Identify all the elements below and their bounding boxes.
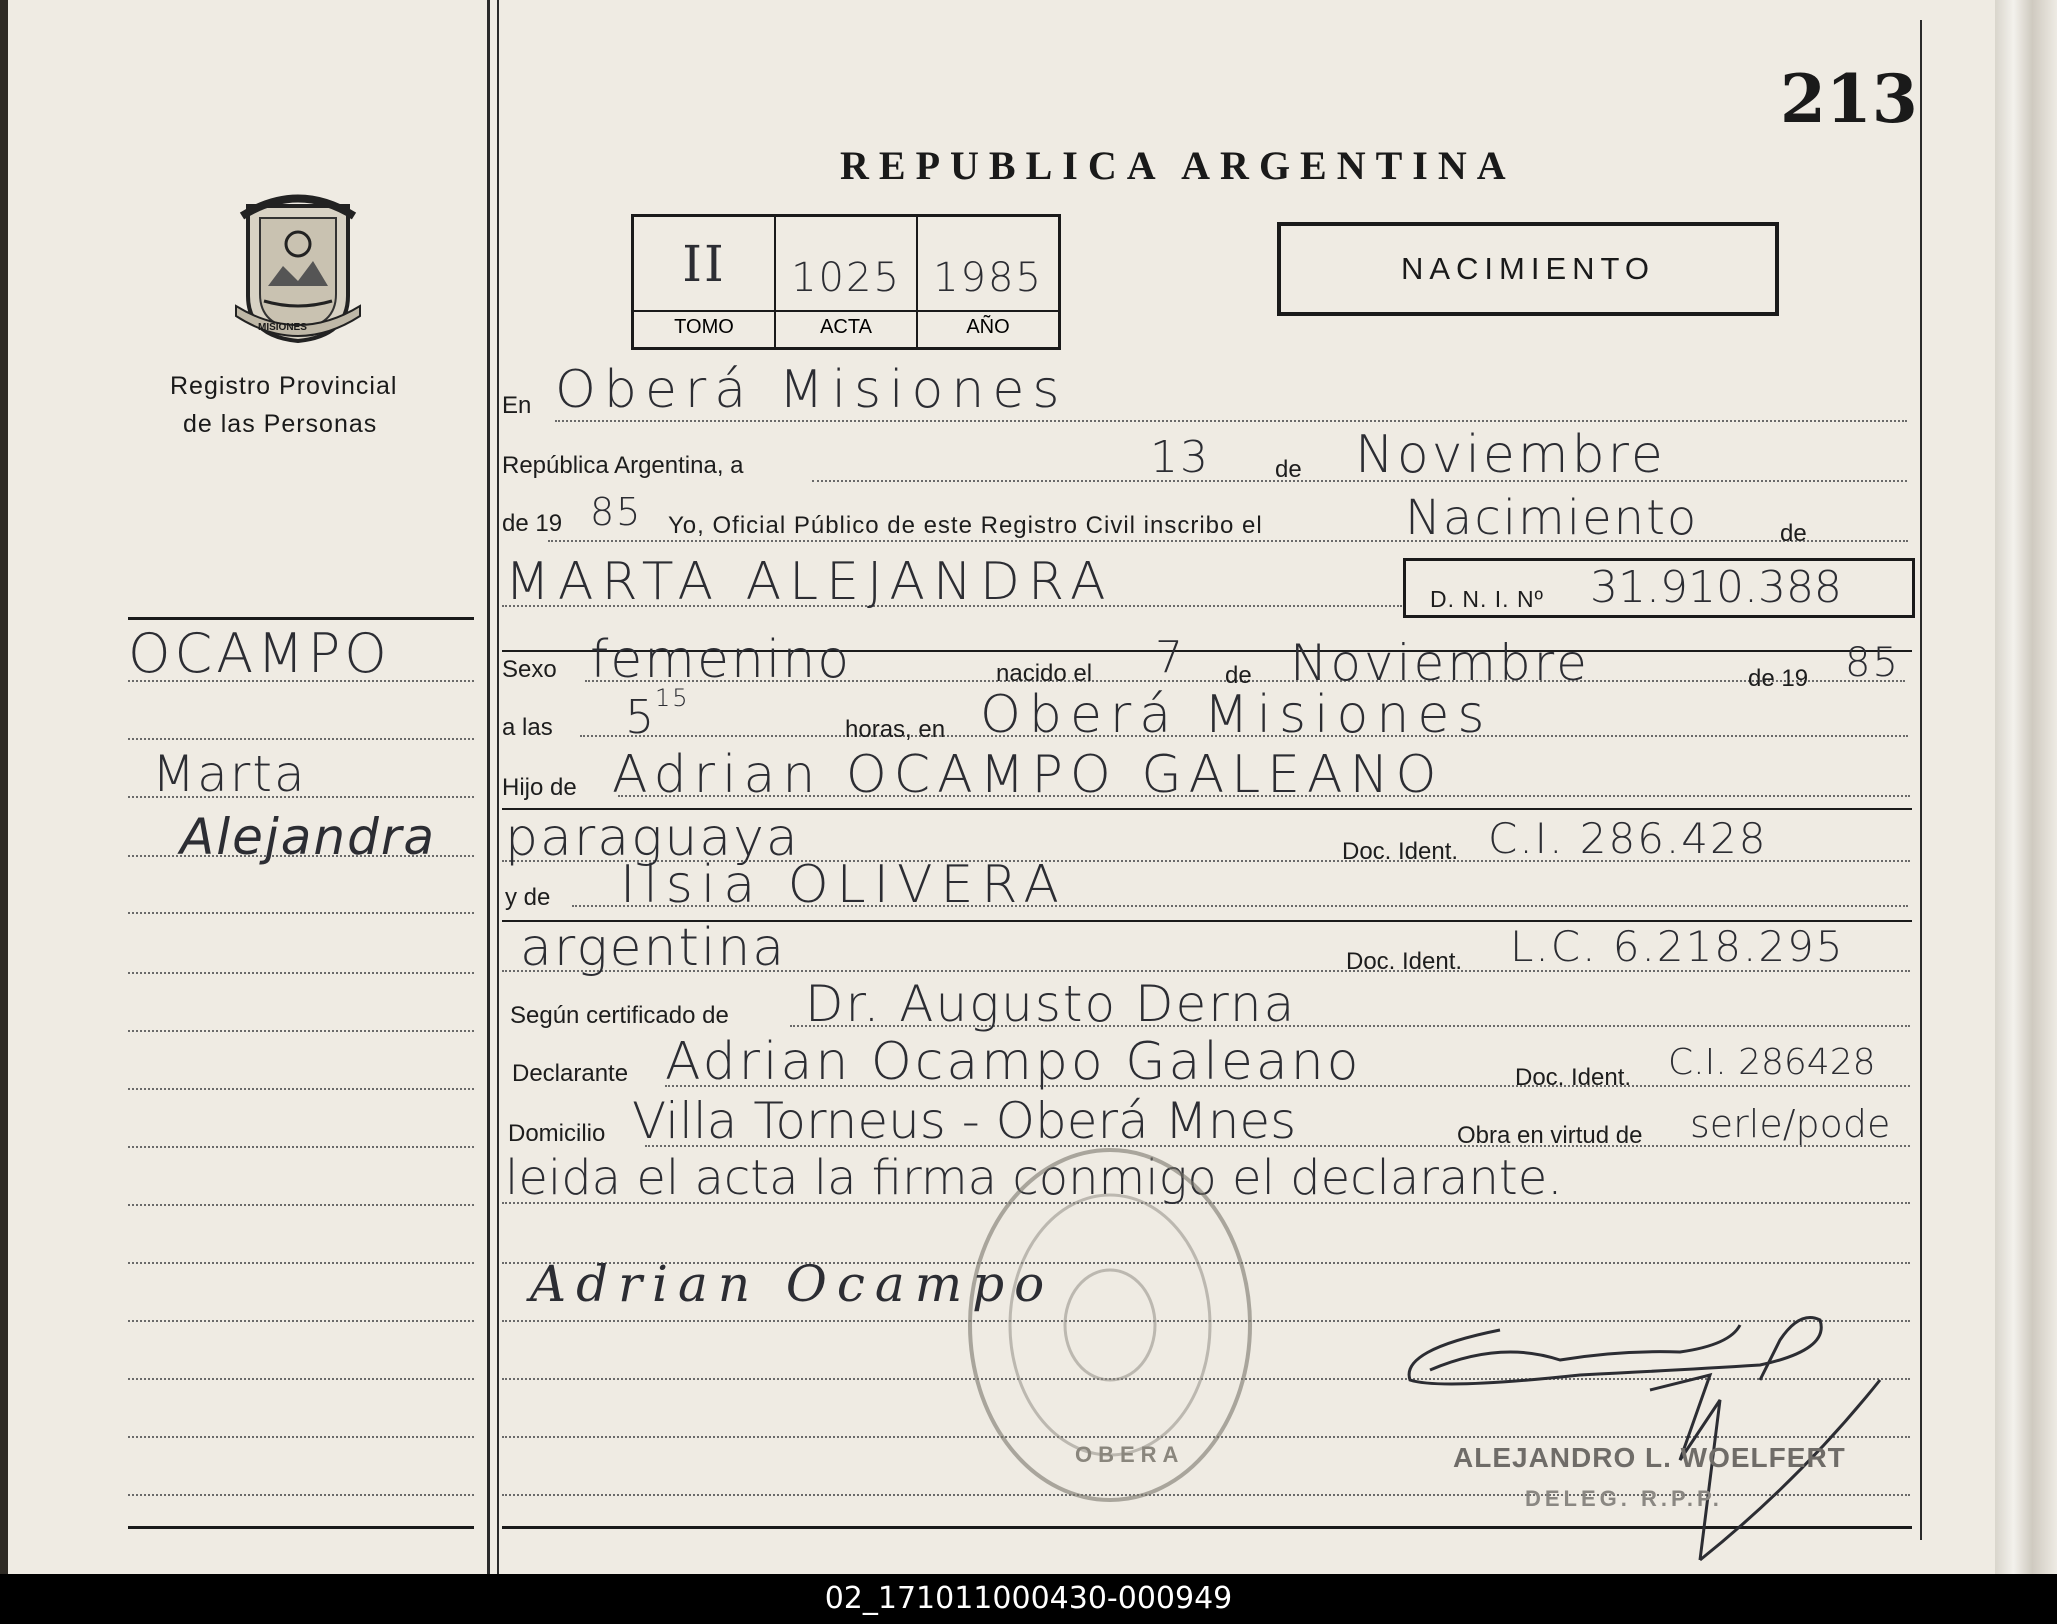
field-obra: serle/pode [1690,1102,1891,1146]
label-domicilio: Domicilio [508,1120,606,1147]
label-hijo: Hijo de [502,774,577,801]
label-declarante: Declarante [512,1060,629,1087]
label-alas: a las [502,714,553,741]
field-sexo: femenino [590,630,852,690]
field-nac-mes: Noviembre [1290,634,1590,692]
official-stamp-line2: DELEG. R.P.P. [1525,1486,1723,1511]
margin-line [128,738,474,740]
label-republica: República Argentina, a [502,452,744,479]
anio-value: 1985 [933,255,1043,301]
record-number-box [631,214,1061,350]
margin-line [128,1378,474,1380]
margin-line [128,1204,474,1206]
form-line [555,420,1907,422]
registry-line1: Registro Provincial [170,372,398,400]
label-docident-madre: Doc. Ident. [1346,948,1463,975]
field-minutos: 15 [655,684,690,712]
label-sexo: Sexo [502,656,557,683]
page-edge-left [0,0,8,1574]
field-lugar: Oberá Misiones [555,360,1068,420]
label-obra: Obra en virtud de [1457,1122,1643,1149]
official-signature [1380,1280,1900,1574]
field-doc-padre: C.I. 286.428 [1488,814,1768,863]
label-docident-declarante: Doc. Ident. [1515,1064,1632,1091]
field-mes: Noviembre [1355,425,1666,485]
margin-surname: OCAMPO [128,622,391,685]
label-de-19-nac: de 19 [1748,665,1809,692]
field-dia: 13 [1150,432,1210,483]
field-nac-madre: argentina [520,918,787,978]
margin-line [128,972,474,974]
field-nac-anio: 85 [1845,640,1900,686]
label-de-19: de 19 [502,510,563,537]
left-column-divider [487,0,490,1574]
field-nac-padre: paraguaya [505,808,800,868]
field-lugar-nac: Oberá Misiones [980,685,1493,745]
official-stamp-line1: ALEJANDRO L. WOELFERT [1453,1442,1846,1473]
field-padre: Adrian OCAMPO GALEANO [612,745,1444,805]
field-cierre: leida el acta la firma conmigo el declarante. [505,1150,1563,1206]
margin-line [128,1320,474,1322]
acta-value: 1025 [791,255,901,301]
main-column-left-border [497,0,499,1574]
acta-cell [776,217,918,347]
acta-label: ACTA [776,310,916,339]
field-hora: 5 [625,690,657,744]
label-de-name: de [1780,520,1807,547]
label-segun: Según certificado de [510,1002,729,1029]
field-nac-dia: 7 [1155,632,1185,683]
field-domicilio: Villa Torneus - Oberá Mnes [632,1092,1297,1150]
field-acto: Nacimiento [1405,490,1699,546]
margin-line [128,1436,474,1438]
field-madre: Ilsia OLIVERA [620,855,1067,915]
image-id-footer: 02_171011000430-000949 [0,1574,2057,1624]
label-en: En [502,392,532,419]
label-horas: horas, en [845,716,946,743]
main-column-right-border [1920,20,1922,1540]
anio-cell [918,217,1058,347]
margin-line [128,912,474,914]
margin-top-rule [128,617,474,620]
record-type-box [1277,222,1779,316]
margin-line [128,1146,474,1148]
label-de-month: de [1275,456,1302,483]
margin-line [128,1088,474,1090]
declarante-signature: Adrian Ocampo [530,1255,1055,1313]
margin-line [128,1494,474,1496]
field-anio: 85 [590,490,643,534]
tomo-cell [634,217,776,347]
record-type: NACIMIENTO [1400,251,1656,286]
label-docident-padre: Doc. Ident. [1342,838,1459,865]
form-line [548,540,1908,542]
country-title: REPUBLICA ARGENTINA [840,143,1516,188]
label-dni: D. N. I. Nº [1430,586,1544,612]
anio-label: AÑO [918,310,1058,339]
page-number: 213 [1780,60,1918,138]
margin-name-2: Alejandra [180,808,437,866]
field-nombre: MARTA ALEJANDRA [505,552,1114,612]
tomo-label: TOMO [634,310,774,339]
label-nacido: nacido el [996,660,1093,687]
field-declarante: Adrian Ocampo Galeano [665,1032,1362,1092]
seal-bottom-text: MISIONES [258,322,307,333]
official-signature-icon [1380,1280,1900,1574]
page-edge-right [1995,0,2057,1574]
margin-line [128,1030,474,1032]
field-certificado: Dr. Augusto Derna [805,975,1297,1033]
registry-line2: de las Personas [183,410,378,438]
field-doc-madre: L.C. 6.218.295 [1510,922,1845,971]
round-stamp-city: OBERA [1075,1442,1185,1467]
margin-line [128,1262,474,1264]
field-dni: 31.910.388 [1590,562,1842,613]
tomo-value: II [682,235,726,293]
label-yo: Yo, Oficial Público de este Registro Civil inscribo el [668,512,1263,539]
field-doc-declarante: C.I. 286428 [1668,1042,1876,1083]
label-de-nac-month: de [1225,662,1252,689]
margin-bottom-rule [128,1526,474,1529]
margin-name-1: Marta [152,745,307,803]
label-yde: y de [505,884,551,911]
